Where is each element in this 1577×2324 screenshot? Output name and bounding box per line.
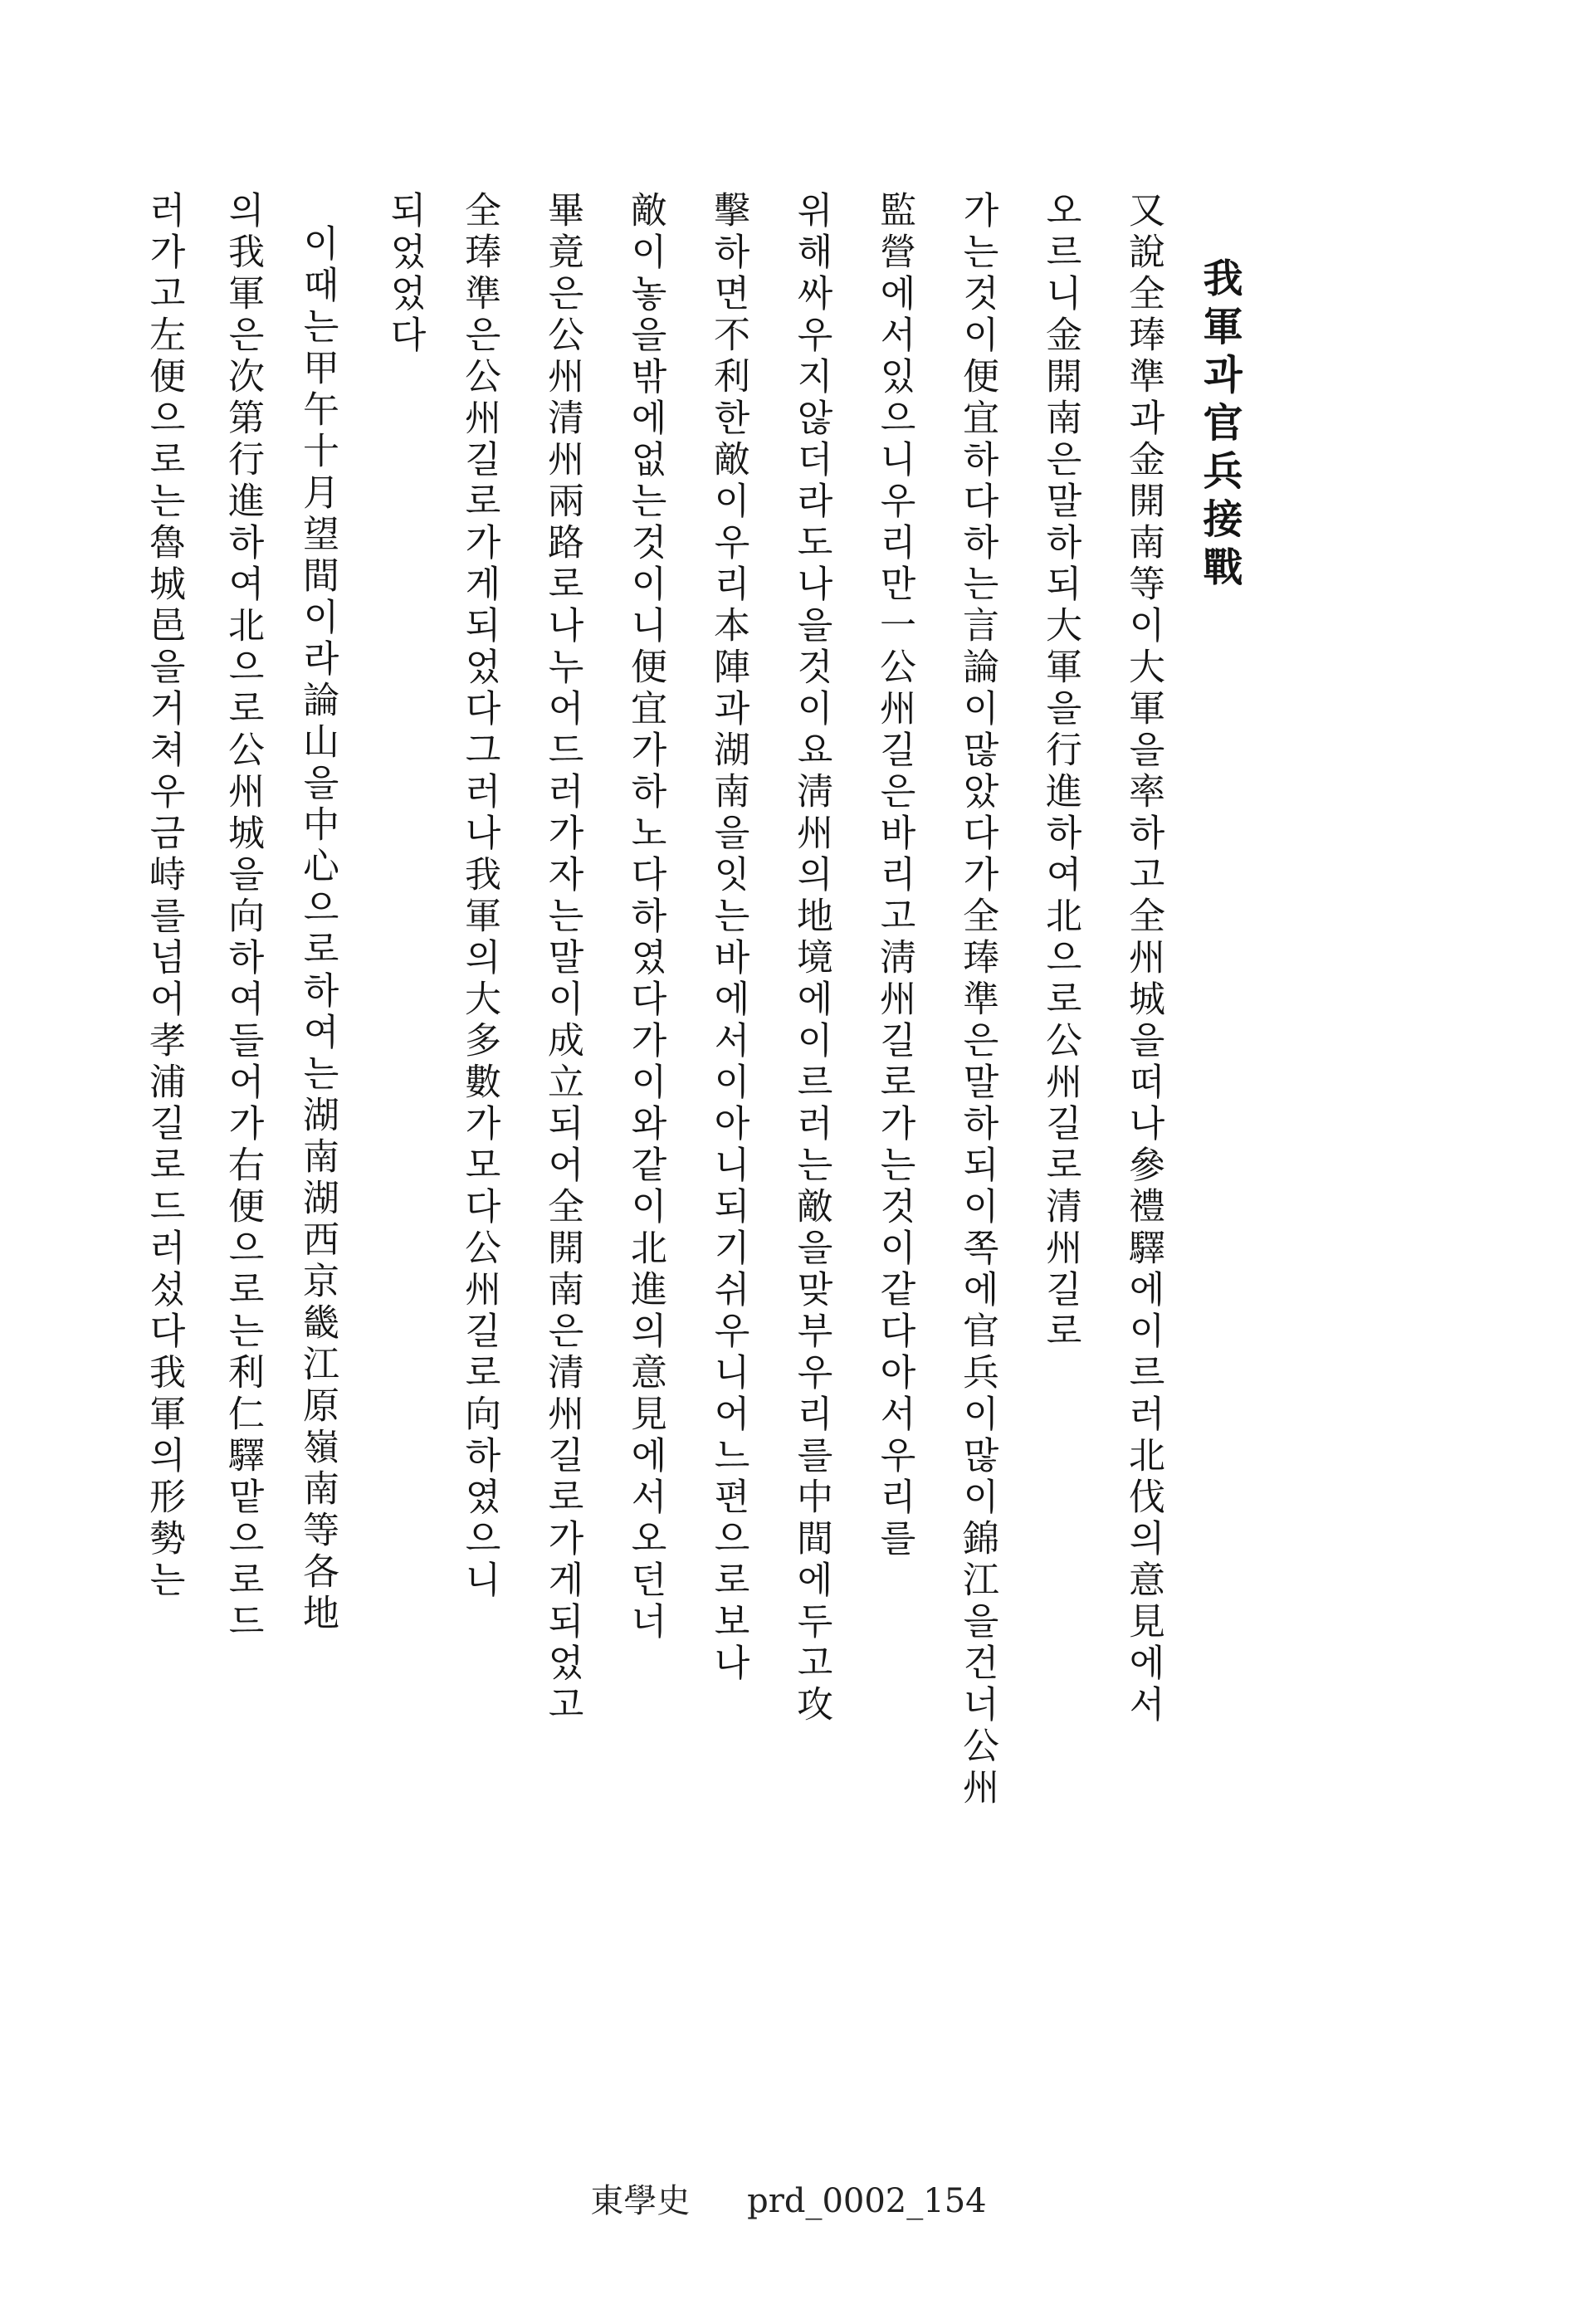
manuscript-column-10: 되었었다 — [383, 191, 426, 357]
manuscript-column-13: 러가고左便으로는魯城邑을거쳐우금峙를넘어孝浦길로드러섰다我軍의形勢는 — [143, 191, 185, 1602]
footer-book-title: 東學史 — [590, 2182, 691, 2220]
manuscript-column-11: 이때는甲午十月望間이라論山을中心으로하여는湖南湖西京畿江原嶺南等各地 — [296, 224, 339, 1635]
manuscript-column-1: 又說全琫準과金開南等이大軍을率하고全州城을떠나參禮驛에이르러北伐의意見에서 — [1122, 191, 1164, 1726]
handwritten-manuscript — [143, 191, 1286, 2017]
manuscript-column-3: 가는것이便宜하다하는言論이많았다가全琫準은말하되이쪽에官兵이많이錦江을건너公州 — [956, 191, 998, 1809]
page-footer — [0, 2175, 1577, 2222]
manuscript-column-6: 擊하면不利한敵이우리本陣과湖南을잇는바에서이아니되기쉬우니어느편으로보나 — [707, 191, 749, 1685]
manuscript-column-8: 畢竟은公州清州兩路로나누어드러가자는말이成立되어全開南은清州길로가게되었고 — [541, 191, 583, 1726]
manuscript-column-7: 敵이놓을밖에없는것이니便宜가하노다하였다가이와같이北進의意見에서오던너 — [624, 191, 666, 1643]
manuscript-column-4: 監營에서있으니우리만一公州길은바리고淸州길로가는것이같다아서우리를 — [873, 191, 915, 1560]
manuscript-column-9: 全琫準은公州길로가게되었다그러나我軍의大多數가모다公州길로向하였으니 — [458, 191, 500, 1602]
manuscript-title: 我軍과官兵接戰 — [1196, 257, 1243, 594]
manuscript-column-2: 오르니金開南은말하되大軍을行進하여北으로公州길로清州길로 — [1039, 191, 1081, 1353]
manuscript-column-5: 위해싸우지않더라도나을것이요淸州의地境에이르러는敵을맞부우리를中間에두고攻 — [790, 191, 832, 1726]
manuscript-column-12: 의我軍은次第行進하여北으로公州城을向하여들어가右便으로는利仁驛맡으로드 — [222, 191, 264, 1643]
footer-page-id: prd_0002_154 — [747, 2182, 987, 2220]
